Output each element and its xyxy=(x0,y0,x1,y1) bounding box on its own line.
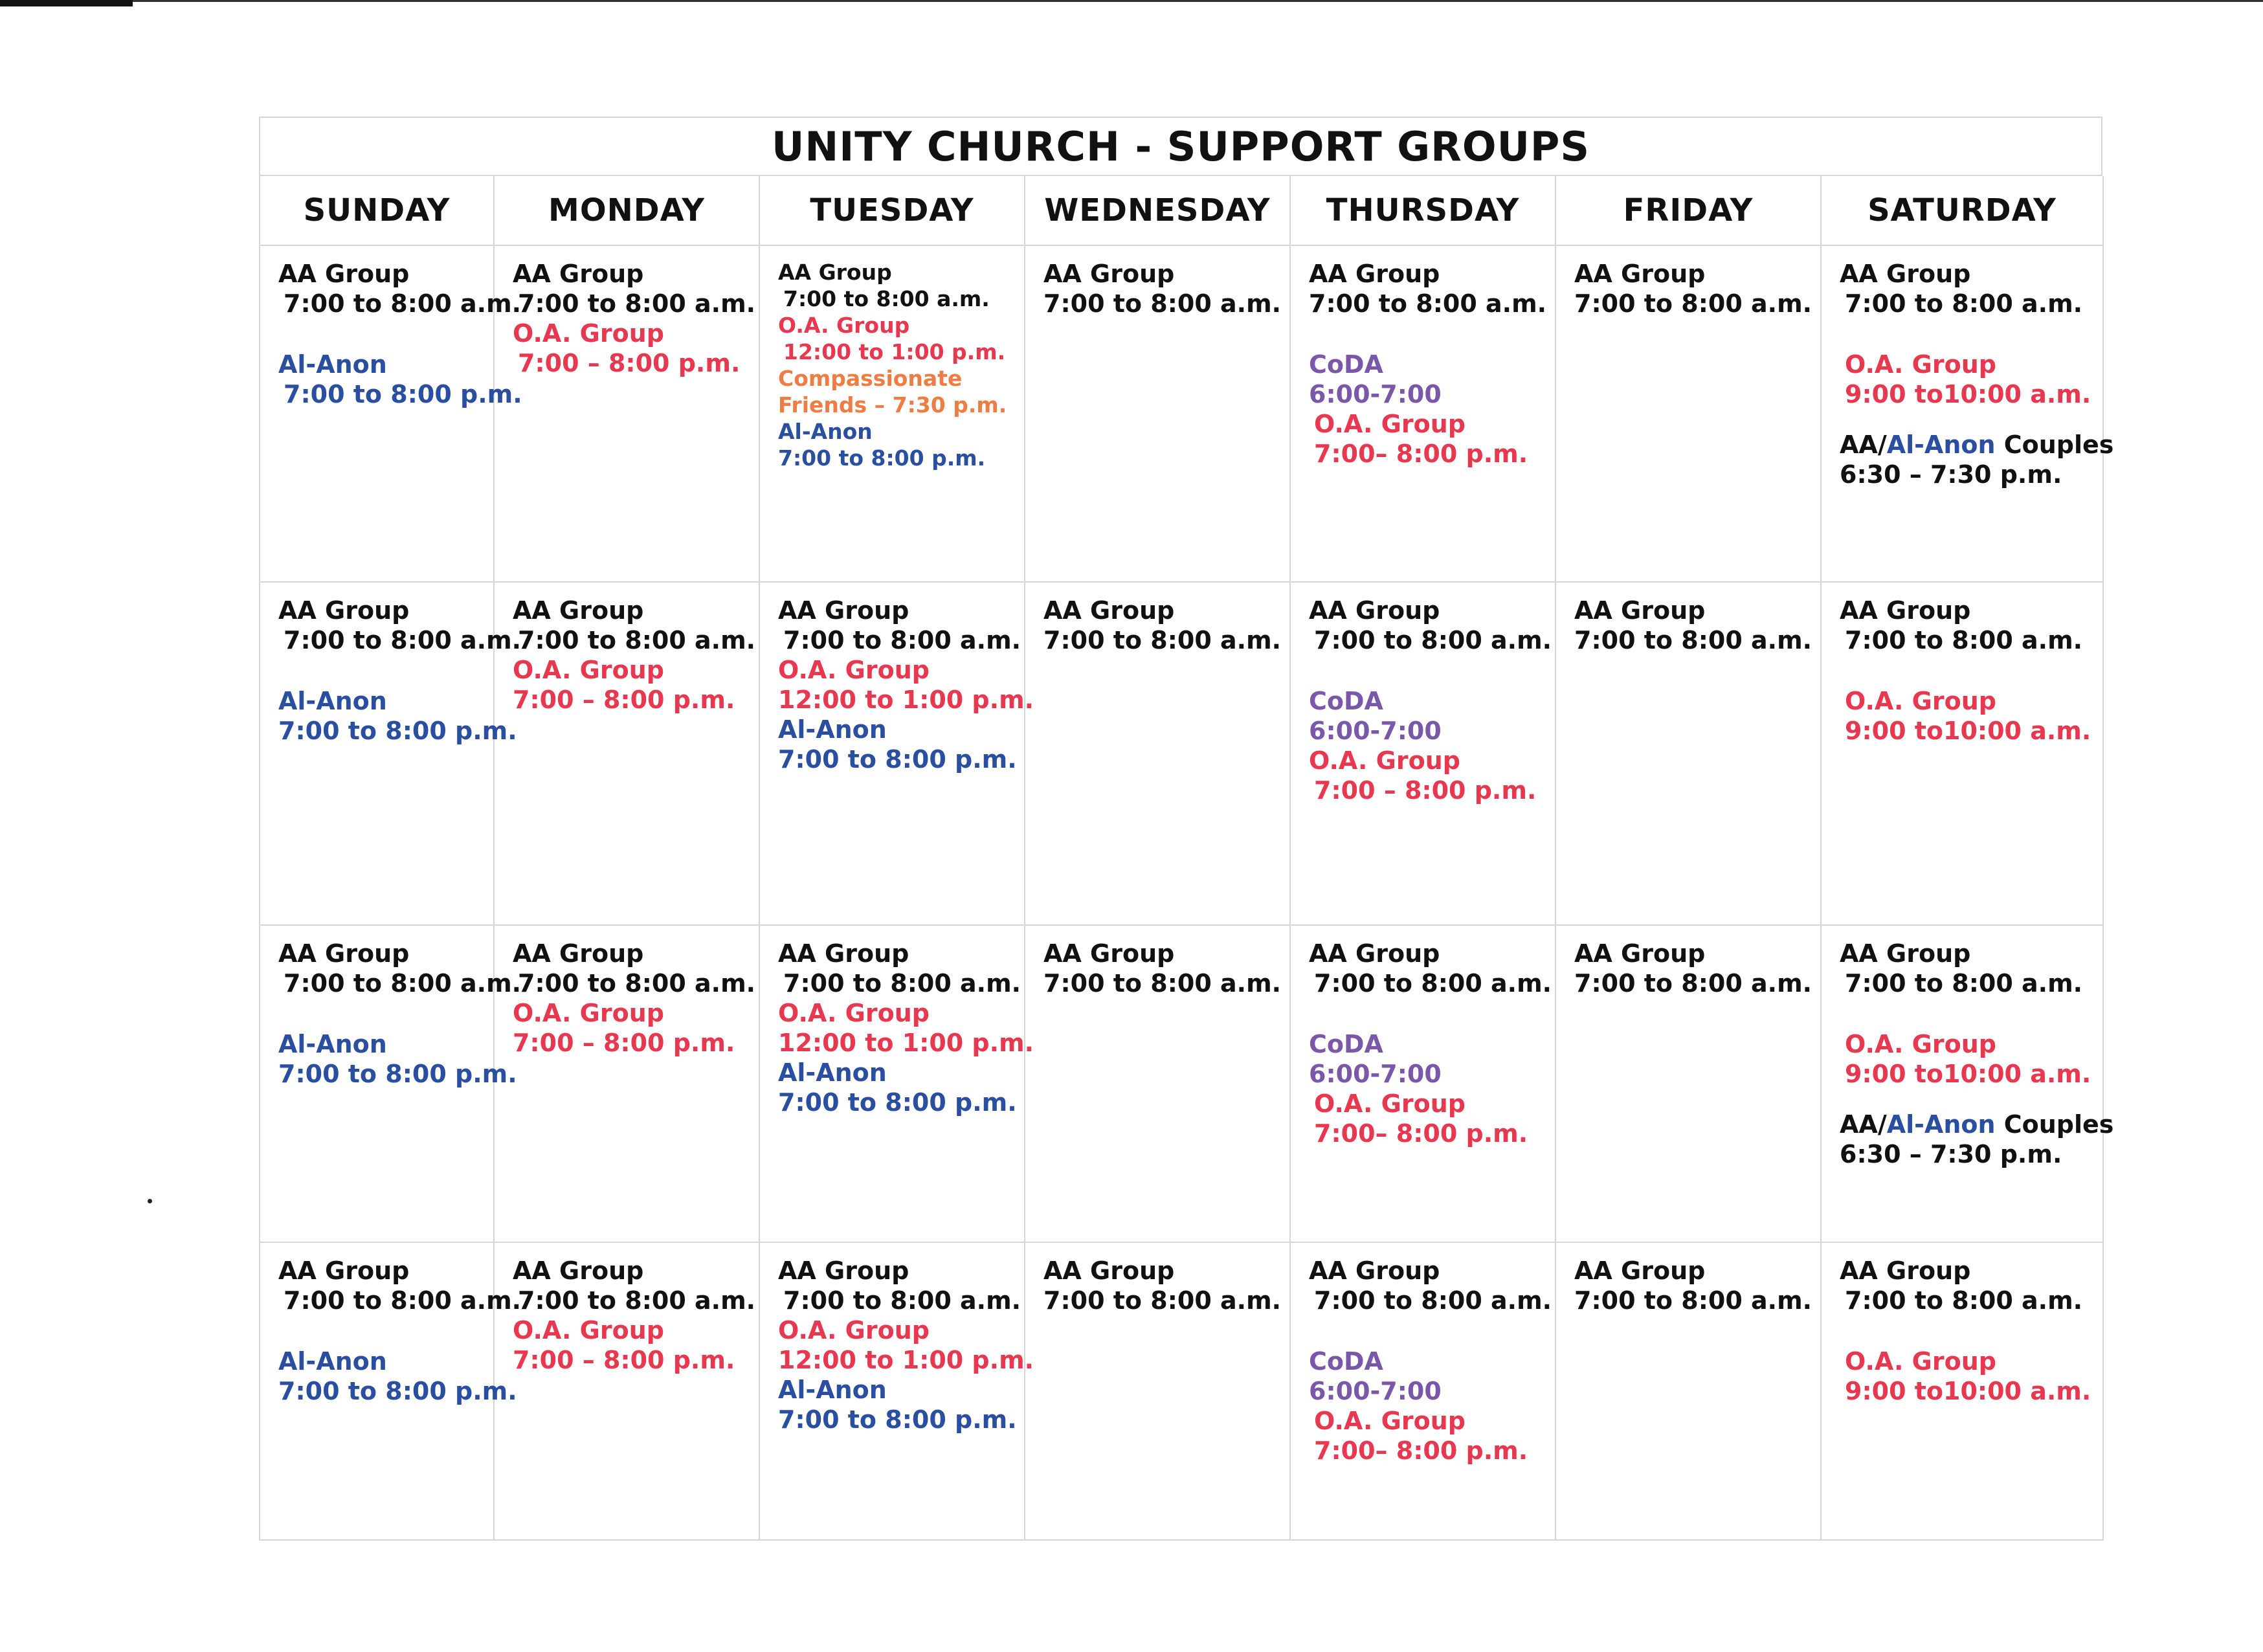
meeting-entry xyxy=(1574,259,1812,318)
meeting-name: O.A. Group xyxy=(513,1316,664,1345)
meeting-time: 7:00 to 8:00 p.m. xyxy=(778,745,1017,774)
meeting-entry xyxy=(513,998,742,1058)
meeting-time: 7:00 – 8:00 p.m. xyxy=(513,1029,735,1057)
meeting-entry xyxy=(278,350,522,409)
meeting-time: 7:00 to 8:00 a.m. xyxy=(284,969,522,998)
meeting-entry xyxy=(778,1315,1034,1375)
meeting-entry xyxy=(1574,939,1812,998)
meeting-name: AA Group xyxy=(1043,596,1175,625)
meeting-entry xyxy=(513,596,756,655)
meeting-time: 9:00 to10:00 a.m. xyxy=(1845,380,2091,408)
meeting-name: O.A. Group xyxy=(778,313,910,338)
meeting-name-part: Al-Anon xyxy=(1886,430,1996,459)
week-1-saturday-cell xyxy=(1822,246,2114,583)
meeting-entry xyxy=(278,1029,517,1089)
meeting-entry xyxy=(1309,746,1538,805)
meeting-time: 7:00 to 8:00 a.m. xyxy=(284,1286,522,1315)
meeting-name: AA Group xyxy=(1574,1256,1706,1285)
week-2-friday-cell xyxy=(1556,583,1822,926)
week-4-saturday-cell xyxy=(1822,1243,2104,1541)
meeting-time: 7:00 to 8:00 a.m. xyxy=(1314,626,1552,654)
meeting-entry xyxy=(778,365,1007,418)
meeting-name-part: Couples xyxy=(1995,1110,2114,1139)
meeting-name: Compassionate xyxy=(778,366,963,391)
meeting-entry xyxy=(1309,409,1538,469)
meeting-entry xyxy=(278,596,522,655)
meeting-entry xyxy=(1309,1406,1538,1466)
meeting-time: 7:00 to 8:00 a.m. xyxy=(1043,626,1282,654)
meeting-time: 6:00-7:00 xyxy=(1309,380,1442,408)
meeting-time: 7:00 – 8:00 p.m. xyxy=(518,349,741,377)
meeting-name: AA Group xyxy=(1043,260,1175,288)
meeting-entry xyxy=(1043,939,1282,998)
day-header-friday: FRIDAY xyxy=(1556,176,1822,246)
meeting-time: 7:00 to 8:00 a.m. xyxy=(518,969,756,998)
meeting-time: 9:00 to10:00 a.m. xyxy=(1845,1060,2091,1088)
meeting-time: 7:00 to 8:00 a.m. xyxy=(1314,969,1552,998)
meeting-time: 12:00 to 1:00 p.m. xyxy=(778,1346,1034,1374)
meeting-time: 7:00 to 8:00 a.m. xyxy=(1845,969,2083,998)
meeting-time: 7:00 to 8:00 p.m. xyxy=(778,1405,1017,1434)
day-header-thursday: THURSDAY xyxy=(1291,176,1556,246)
meeting-name-part: Al-Anon xyxy=(1886,1110,1996,1139)
meeting-entry xyxy=(513,1315,742,1375)
meeting-name: Al-Anon xyxy=(778,715,887,744)
meeting-time: 7:00 to 8:00 p.m. xyxy=(284,380,522,408)
meeting-name: AA Group xyxy=(1309,1256,1440,1285)
meeting-name-part: AA/ xyxy=(1840,430,1887,459)
meeting-name xyxy=(1840,430,2114,460)
meeting-time: 7:00 to 8:00 a.m. xyxy=(1574,1286,1812,1315)
meeting-name: O.A. Group xyxy=(778,999,930,1027)
meeting-name: AA Group xyxy=(278,1256,410,1285)
meeting-name: O.A. Group xyxy=(778,656,930,684)
week-2-sunday-cell xyxy=(260,583,522,926)
meeting-entry xyxy=(1840,596,2086,655)
meeting-entry xyxy=(1309,939,1552,998)
meeting-time: 7:00 to 8:00 a.m. xyxy=(1574,289,1812,318)
meeting-time: 9:00 to10:00 a.m. xyxy=(1845,717,2091,745)
meeting-entry xyxy=(1840,1346,2091,1406)
meeting-entry xyxy=(1840,939,2086,998)
meeting-name: AA Group xyxy=(778,939,909,968)
meeting-name: O.A. Group xyxy=(1845,1347,1996,1376)
meeting-entry xyxy=(513,259,756,318)
meeting-entry xyxy=(778,655,1034,715)
meeting-entry xyxy=(1840,1029,2091,1089)
schedule-grid xyxy=(259,176,2114,1541)
meeting-entry xyxy=(513,1256,756,1315)
meeting-time: 7:00 to 8:00 a.m. xyxy=(1845,626,2083,654)
week-3-saturday-cell xyxy=(1822,926,2114,1243)
meeting-entry xyxy=(513,318,742,378)
week-3-friday-cell xyxy=(1556,926,1822,1243)
meeting-name: AA Group xyxy=(778,596,909,625)
meeting-name: CoDA xyxy=(1309,687,1383,715)
meeting-name: O.A. Group xyxy=(778,1316,930,1345)
meeting-entry xyxy=(778,998,1034,1058)
meeting-time: 7:00 – 8:00 p.m. xyxy=(1314,776,1537,805)
meeting-time: 7:00 to 8:00 a.m. xyxy=(783,626,1021,654)
meeting-entry xyxy=(1309,596,1552,655)
meeting-time: 7:00 to 8:00 a.m. xyxy=(518,289,756,318)
meeting-entry xyxy=(1840,259,2086,318)
meeting-name: AA Group xyxy=(278,596,410,625)
meeting-name: AA Group xyxy=(513,596,644,625)
meeting-entry xyxy=(778,596,1021,655)
meeting-name: Al-Anon xyxy=(278,1347,387,1376)
scan-speck xyxy=(148,1199,152,1203)
day-header-tuesday: TUESDAY xyxy=(760,176,1025,246)
meeting-name: CoDA xyxy=(1309,1347,1383,1376)
meeting-entry xyxy=(1574,1256,1812,1315)
week-1-thursday-cell xyxy=(1291,246,1556,583)
week-1-wednesday-cell xyxy=(1025,246,1291,583)
week-2-thursday-cell xyxy=(1291,583,1556,926)
meeting-time: 7:00– 8:00 p.m. xyxy=(1314,1119,1528,1148)
meeting-time: 7:00 to 8:00 p.m. xyxy=(778,445,986,471)
meeting-name: O.A. Group xyxy=(513,656,664,684)
meeting-time: 7:00 to 8:00 a.m. xyxy=(1309,289,1547,318)
meeting-time: 6:30 – 7:30 p.m. xyxy=(1840,460,2062,489)
meeting-time: 7:00 to 8:00 a.m. xyxy=(1845,1286,2083,1315)
meeting-time: 7:00 to 8:00 p.m. xyxy=(778,1088,1017,1117)
meeting-time: 7:00 to 8:00 p.m. xyxy=(278,1377,517,1405)
meeting-time: 6:30 – 7:30 p.m. xyxy=(1840,1140,2062,1168)
meeting-entry xyxy=(1309,1089,1538,1148)
meeting-name: O.A. Group xyxy=(1314,1407,1466,1435)
meeting-name: O.A. Group xyxy=(1845,350,1996,379)
schedule-sheet xyxy=(259,117,2114,1541)
meeting-entry xyxy=(278,686,517,746)
meeting-time: 7:00 to 8:00 a.m. xyxy=(1845,289,2083,318)
meeting-time: 7:00 to 8:00 a.m. xyxy=(518,626,756,654)
week-4-monday-cell xyxy=(495,1243,760,1541)
meeting-time: 7:00 to 8:00 a.m. xyxy=(783,1286,1021,1315)
scan-edge-line xyxy=(133,0,2263,2)
meeting-name: CoDA xyxy=(1309,1030,1383,1058)
day-header-monday: MONDAY xyxy=(495,176,760,246)
meeting-name: AA Group xyxy=(1309,939,1440,968)
meeting-name: Al-Anon xyxy=(278,687,387,715)
meeting-name xyxy=(1840,1110,2114,1139)
meeting-entry xyxy=(1309,686,1538,746)
meeting-entry xyxy=(778,1256,1021,1315)
meeting-time: 7:00 to 8:00 a.m. xyxy=(1043,1286,1282,1315)
meeting-name: O.A. Group xyxy=(1845,687,1996,715)
meeting-time: 7:00 – 8:00 p.m. xyxy=(513,686,735,714)
meeting-name: CoDA xyxy=(1309,350,1383,379)
week-3-tuesday-cell xyxy=(760,926,1034,1243)
meeting-name: O.A. Group xyxy=(1309,746,1460,775)
meeting-time: 6:00-7:00 xyxy=(1309,1377,1442,1405)
meeting-name: AA Group xyxy=(1043,1256,1175,1285)
meeting-name: O.A. Group xyxy=(1314,1089,1466,1118)
meeting-time: 7:00 to 8:00 a.m. xyxy=(518,1286,756,1315)
week-1-monday-cell xyxy=(495,246,760,583)
meeting-name: Al-Anon xyxy=(278,1030,387,1058)
week-4-friday-cell xyxy=(1556,1243,1822,1541)
meeting-name: AA Group xyxy=(778,1256,909,1285)
meeting-entry xyxy=(1309,259,1547,318)
week-3-monday-cell xyxy=(495,926,760,1243)
meeting-entry xyxy=(1309,350,1538,409)
meeting-name: AA Group xyxy=(1309,260,1440,288)
meeting-time: 12:00 to 1:00 p.m. xyxy=(783,339,1006,364)
meeting-time: 7:00 – 8:00 p.m. xyxy=(513,1346,735,1374)
meeting-name: AA Group xyxy=(1840,596,1971,625)
meeting-time: 7:00 to 8:00 a.m. xyxy=(1574,969,1812,998)
meeting-time: 7:00 to 8:00 a.m. xyxy=(783,969,1021,998)
meeting-name: AA Group xyxy=(1840,260,1971,288)
week-3-wednesday-cell xyxy=(1025,926,1291,1243)
meeting-entry xyxy=(278,1256,522,1315)
week-1-friday-cell xyxy=(1556,246,1822,583)
meeting-name: Al-Anon xyxy=(778,1058,887,1087)
meeting-entry xyxy=(1043,1256,1282,1315)
meeting-entry xyxy=(1840,1256,2086,1315)
meeting-time: Friends – 7:30 p.m. xyxy=(778,392,1007,418)
day-header-saturday: SATURDAY xyxy=(1822,176,2104,246)
meeting-name: AA Group xyxy=(278,939,410,968)
meeting-entry xyxy=(1309,1346,1538,1406)
meeting-name: AA Group xyxy=(1840,939,1971,968)
meeting-entry xyxy=(778,715,1017,774)
meeting-time: 7:00– 8:00 p.m. xyxy=(1314,1436,1528,1465)
meeting-name: AA Group xyxy=(513,1256,644,1285)
meeting-entry xyxy=(1840,350,2091,409)
meeting-name: AA Group xyxy=(1574,939,1706,968)
meeting-entry xyxy=(778,939,1021,998)
meeting-name: O.A. Group xyxy=(1845,1030,1996,1058)
meeting-name: AA Group xyxy=(1574,596,1706,625)
meeting-name: AA Group xyxy=(513,260,644,288)
meeting-entry xyxy=(778,418,1007,471)
week-2-monday-cell xyxy=(495,583,760,926)
meeting-entry xyxy=(1309,1256,1552,1315)
meeting-name: AA Group xyxy=(778,260,892,285)
meeting-entry xyxy=(1574,596,1812,655)
meeting-name: Al-Anon xyxy=(778,1376,887,1404)
week-1-tuesday-cell xyxy=(760,246,1025,583)
week-1-sunday-cell xyxy=(260,246,522,583)
meeting-time: 12:00 to 1:00 p.m. xyxy=(778,686,1034,714)
week-4-thursday-cell xyxy=(1291,1243,1556,1541)
meeting-time: 7:00 to 8:00 p.m. xyxy=(278,717,517,745)
meeting-entry xyxy=(1840,1110,2114,1169)
meeting-time: 6:00-7:00 xyxy=(1309,717,1442,745)
meeting-entry xyxy=(278,1346,517,1406)
meeting-name: AA Group xyxy=(1309,596,1440,625)
week-2-saturday-cell xyxy=(1822,583,2104,926)
meeting-name: Al-Anon xyxy=(778,419,873,444)
week-4-wednesday-cell xyxy=(1025,1243,1291,1541)
meeting-entry xyxy=(1309,1029,1538,1089)
meeting-name: AA Group xyxy=(278,260,410,288)
day-header-wednesday: WEDNESDAY xyxy=(1025,176,1291,246)
meeting-name: AA Group xyxy=(1043,939,1175,968)
meeting-time: 7:00 to 8:00 a.m. xyxy=(1043,969,1282,998)
meeting-name: O.A. Group xyxy=(1314,410,1466,438)
title-row xyxy=(259,117,2102,176)
meeting-name: O.A. Group xyxy=(513,999,664,1027)
meeting-name: Al-Anon xyxy=(278,350,387,379)
meeting-name: O.A. Group xyxy=(513,319,664,348)
week-4-tuesday-cell xyxy=(760,1243,1034,1541)
week-2-wednesday-cell xyxy=(1025,583,1291,926)
meeting-time: 7:00 to 8:00 p.m. xyxy=(278,1060,517,1088)
meeting-entry xyxy=(278,939,522,998)
meeting-name-part: Couples xyxy=(1995,430,2114,459)
meeting-entry xyxy=(778,259,1007,312)
meeting-entry xyxy=(1043,596,1282,655)
meeting-entry xyxy=(1043,259,1282,318)
meeting-time: 7:00 to 8:00 a.m. xyxy=(1574,626,1812,654)
meeting-time: 7:00 to 8:00 a.m. xyxy=(284,289,522,318)
meeting-time: 7:00 to 8:00 a.m. xyxy=(783,286,990,311)
meeting-entry xyxy=(278,259,522,318)
meeting-entry xyxy=(778,1058,1017,1117)
meeting-entry xyxy=(1840,686,2091,746)
week-2-tuesday-cell xyxy=(760,583,1034,926)
meeting-time: 7:00 to 8:00 a.m. xyxy=(1043,289,1282,318)
meeting-time: 7:00– 8:00 p.m. xyxy=(1314,440,1528,468)
page-title: UNITY CHURCH - SUPPORT GROUPS xyxy=(771,122,1590,170)
week-3-sunday-cell xyxy=(260,926,522,1243)
meeting-time: 6:00-7:00 xyxy=(1309,1060,1442,1088)
week-4-sunday-cell xyxy=(260,1243,522,1541)
meeting-entry xyxy=(513,655,742,715)
meeting-time: 7:00 to 8:00 a.m. xyxy=(1314,1286,1552,1315)
scan-edge-mark xyxy=(0,0,133,6)
meeting-entry xyxy=(1840,430,2114,489)
meeting-time: 9:00 to10:00 a.m. xyxy=(1845,1377,2091,1405)
meeting-entry xyxy=(513,939,756,998)
week-3-thursday-cell xyxy=(1291,926,1556,1243)
meeting-time: 7:00 to 8:00 a.m. xyxy=(284,626,522,654)
meeting-name: AA Group xyxy=(513,939,644,968)
meeting-name-part: AA/ xyxy=(1840,1110,1887,1139)
meeting-name: AA Group xyxy=(1574,260,1706,288)
day-header-sunday: SUNDAY xyxy=(260,176,495,246)
meeting-entry xyxy=(778,1375,1017,1434)
meeting-time: 12:00 to 1:00 p.m. xyxy=(778,1029,1034,1057)
meeting-name: AA Group xyxy=(1840,1256,1971,1285)
meeting-entry xyxy=(778,312,1007,365)
